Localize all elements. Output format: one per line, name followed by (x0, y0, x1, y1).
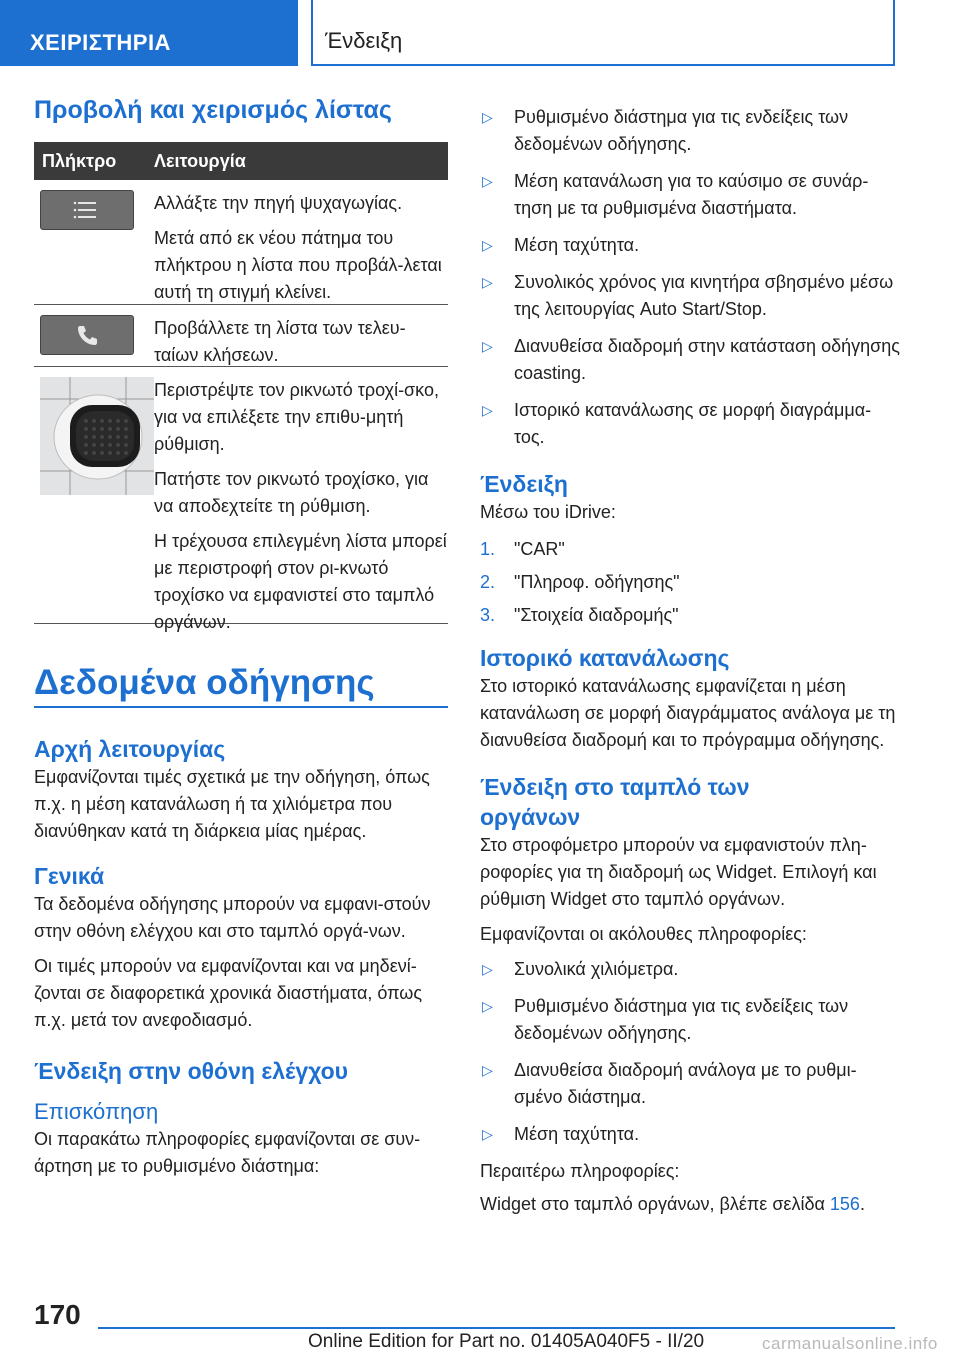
heading-principle: Αρχή λειτουργίας (34, 736, 226, 762)
paragraph-overview: Οι παρακάτω πληροφορίες εμφανίζονται σε συν-άρτηση με το ρυθμισμένο διάστημα: (34, 1129, 421, 1176)
list-item: ▷ Μέση ταχύτητα. (480, 232, 900, 259)
table-cell-text: Περιστρέψτε τον ρικνωτό τροχί-σκο, για να επιλέξετε την επιθυ-μητή ρύθμιση. (154, 380, 439, 454)
right-column (480, 104, 900, 1218)
heading-control-display: Ένδειξη στην οθόνη ελέγχου (34, 1058, 349, 1084)
list-item: ▷ Μέση κατανάλωση για το καύσιμο σε συνάρ-τηση με τα ρυθμισμένα διαστήματα. (480, 168, 900, 222)
chapter-tab (311, 0, 895, 66)
bullet-list-overview (480, 104, 900, 451)
page-reference-link[interactable]: 156 (829, 1194, 860, 1214)
numbered-steps (480, 536, 900, 629)
bullet-list-cluster (480, 956, 900, 1148)
heading-consumption-history: Ιστορικό κατανάλωσης (480, 645, 730, 671)
left-column (34, 95, 448, 1180)
list-item: ▷ Διανυθείσα διαδρομή ανάλογα με το ρυθμι-σμένο διάστημα. (480, 1057, 900, 1111)
col-key-header: Πλήκτρο (42, 150, 117, 171)
list-item: ▷ Διανυθείσα διαδρομή στην κατάσταση οδήγησης coasting. (480, 333, 900, 387)
list-item: ▷ Μέση ταχύτητα. (480, 1121, 900, 1148)
heading-display: Ένδειξη (480, 471, 568, 497)
list-item: ▷ Συνολικά χιλιόμετρα. (480, 956, 900, 983)
key-table (34, 142, 448, 632)
watermark: carmanualsonline.info (762, 1334, 938, 1353)
paragraph-history: Στο ιστορικό κατανάλωσης εμφανίζεται η μέση κατανάλωση σε μορφή διαγράμματος ανάλογα με τη διανυθείσα διαδρομή και το πρόγραμμα οδήγησης. (480, 676, 896, 750)
footer-divider (98, 1327, 895, 1329)
idrive-controller-image (40, 377, 154, 495)
table-row (34, 180, 448, 305)
triangle-bullet-icon: ▷ (482, 274, 493, 290)
heading-instrument-cluster: Ένδειξη στο ταμπλό των οργάνων (480, 774, 750, 830)
heading-general: Γενικά (34, 863, 105, 889)
triangle-bullet-icon: ▷ (482, 338, 493, 354)
paragraph-general-2: Οι τιμές μπορούν να εμφανίζονται και να μηδενί-ζονται σε διαφορετικά χρονικά διαστήματα, όπως π.χ. μετά τον ανεφοδιασμό. (34, 956, 423, 1030)
list-item: 2. "Πληροφ. οδήγησης" (480, 572, 680, 592)
phone-key-icon (40, 315, 134, 355)
triangle-bullet-icon: ▷ (482, 237, 493, 253)
heading-list-operation: Προβολή και χειρισμός λίστας (34, 96, 392, 124)
table-row (34, 305, 448, 367)
table-cell-text: Πατήστε τον ρικνωτό τροχίσκο, για να αποδεχτείτε τη ρύθμιση. (154, 469, 429, 516)
triangle-bullet-icon: ▷ (482, 961, 493, 977)
col-function-header: Λειτουργία (154, 150, 246, 171)
paragraph-more-info: Περαιτέρω πληροφορίες: (480, 1161, 680, 1181)
chapter-title: Ένδειξη (325, 28, 403, 53)
table-cell-text: Αλλάξτε την πηγή ψυχαγωγίας. (154, 193, 403, 213)
paragraph-general-1: Τα δεδομένα οδήγησης μπορούν να εμφανι-στούν στην οθόνη ελέγχου και στο ταμπλό οργά-νων. (34, 894, 431, 941)
paragraph-cluster-2: Εμφανίζονται οι ακόλουθες πληροφορίες: (480, 924, 807, 944)
list-item: 1. "CAR" (480, 539, 565, 559)
page-number: 170 (34, 1299, 81, 1330)
list-key-icon (40, 190, 134, 230)
heading-overview: Επισκόπηση (34, 1099, 159, 1124)
table-cell-text: Προβάλλετε τη λίστα των τελευ-ταίων κλήσεων. (154, 318, 406, 365)
heading-driving-data: Δεδομένα οδήγησης (34, 662, 448, 708)
triangle-bullet-icon: ▷ (482, 173, 493, 189)
section-tab (0, 0, 298, 66)
paragraph-via-idrive: Μέσω του iDrive: (480, 502, 616, 522)
table-cell-text: Μετά από εκ νέου πάτημα του πλήκτρου η λίστα που προβάλ-λεται αυτή τη στιγμή κλείνει. (154, 228, 442, 302)
section-title: ΧΕΙΡΙΣΤΗΡΙΑ (30, 30, 171, 55)
footer-edition: Online Edition for Part no. 01405A040F5 - II/20 (308, 1331, 705, 1352)
triangle-bullet-icon: ▷ (482, 1126, 493, 1142)
list-item: ▷ Ρυθμισμένο διάστημα για τις ενδείξεις των δεδομένων οδήγησης. (480, 993, 900, 1047)
triangle-bullet-icon: ▷ (482, 402, 493, 418)
triangle-bullet-icon: ▷ (482, 1062, 493, 1078)
table-header (34, 142, 448, 180)
triangle-bullet-icon: ▷ (482, 109, 493, 125)
paragraph-principle: Εμφανίζονται τιμές σχετικά με την οδήγηση, όπως π.χ. η μέση κατανάλωση ή τα χιλιόμετρα που διανύθηκαν κατά τη διάρκεια μίας ημέρας. (34, 767, 430, 841)
table-cell-text: Η τρέχουσα επιλεγμένη λίστα μπορεί με περιστροφή στον ρι-κνωτό τροχίσκο να εμφανιστεί στο ταμπλό οργάνων. (154, 531, 447, 632)
paragraph-widget-ref: Widget στο ταμπλό οργάνων, βλέπε σελίδα 156. (480, 1194, 865, 1214)
list-item: ▷ Ιστορικό κατανάλωσης σε μορφή διαγράμμα-τος. (480, 397, 900, 451)
triangle-bullet-icon: ▷ (482, 998, 493, 1014)
list-item: ▷ Ρυθμισμένο διάστημα για τις ενδείξεις των δεδομένων οδήγησης. (480, 104, 900, 158)
list-item: 3. "Στοιχεία διαδρομής" (480, 605, 679, 625)
paragraph-cluster-1: Στο στροφόμετρο μπορούν να εμφανιστούν πλη-ροφορίες για τη διαδρομή ως Widget. Επιλογή και ρύθμιση Widget στο ταμπλό οργάνων. (480, 835, 877, 909)
list-item: ▷ Συνολικός χρόνος για κινητήρα σβησμένο μέσω της λειτουργίας Auto Start/Stop. (480, 269, 900, 323)
table-row (34, 367, 448, 632)
